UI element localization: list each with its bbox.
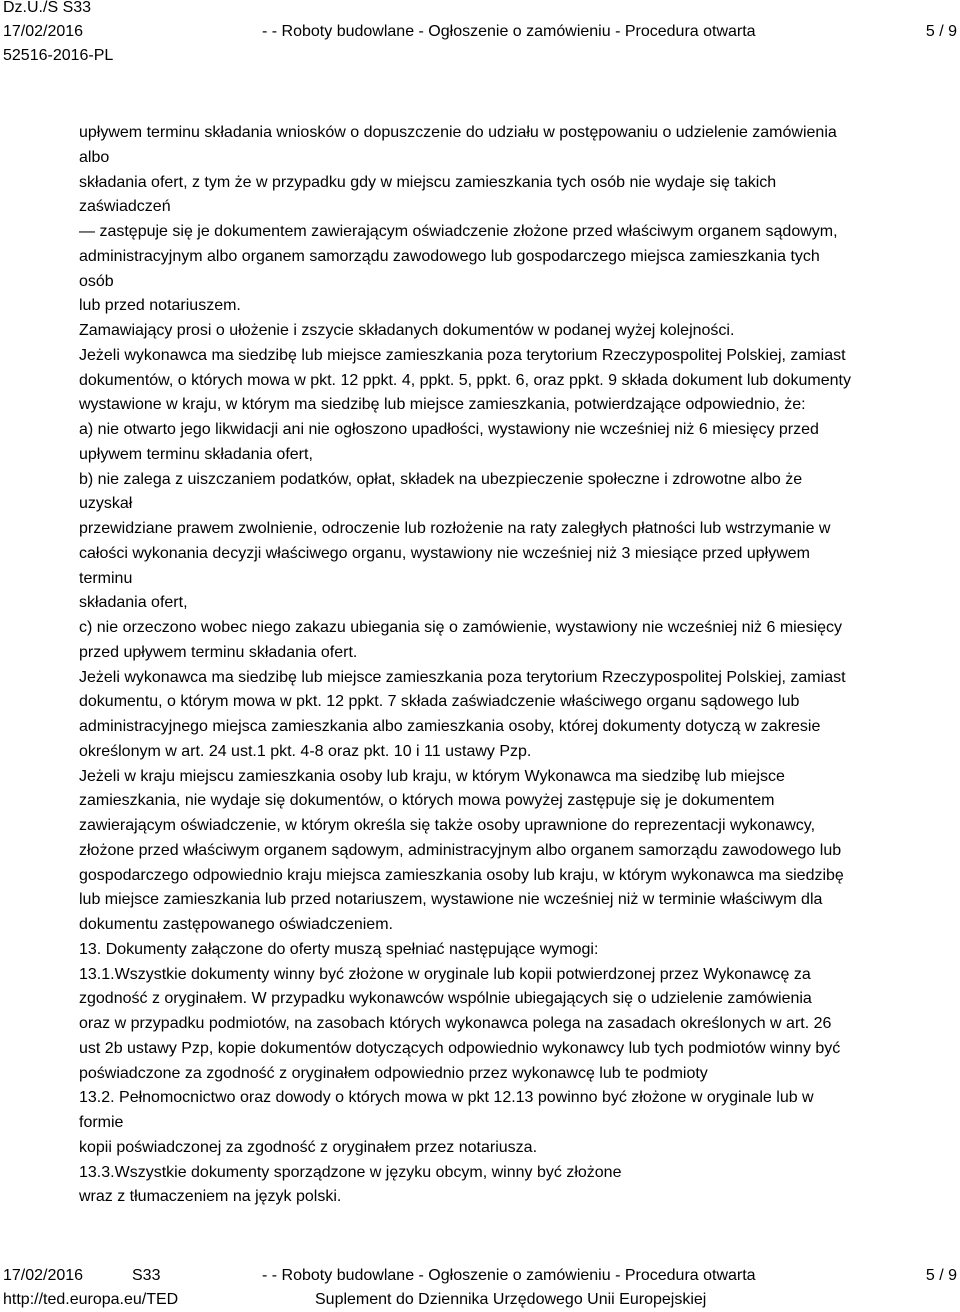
- body-text-line: poświadczone za zgodność z oryginałem odpowiednio przez wykonawcę lub te podmioty: [79, 1064, 708, 1082]
- body-text-line: wraz z tłumaczeniem na język polski.: [79, 1188, 342, 1206]
- body-text-line: składania ofert, z tym że w przypadku gdy w miejscu zamieszkania tych osób nie wydaje się takich: [79, 173, 777, 191]
- body-text-line: upływem terminu składania wniosków o dopuszczenie do udziału w postępowaniu o udzielenie zamówienia: [79, 124, 837, 141]
- body-text-line: Jeżeli w kraju miejscu zamieszkania osoby lub kraju, w którym Wykonawca ma siedzibę lub miejsce: [79, 767, 785, 785]
- body-text-line: lub przed notariuszem.: [79, 297, 241, 315]
- footer-page-number: 5 / 9: [925, 1267, 957, 1284]
- body-text-line: 13.2. Pełnomocnictwo oraz dowody o których mowa w pkt 12.13 powinno być złożone w oryginale lub w: [79, 1089, 814, 1107]
- body-text-line: oraz w przypadku podmiotów, na zasobach których wykonawca polega na zasadach określonych w art. 26: [79, 1015, 832, 1032]
- footer-publication: Suplement do Dziennika Urzędowego Unii Europejskiej: [315, 1291, 707, 1308]
- body-text-line: Jeżeli wykonawca ma siedzibę lub miejsce zamieszkania poza terytorium Rzeczypospolitej Polskiej, zamiast: [79, 346, 846, 364]
- footer-series: S33: [132, 1267, 161, 1284]
- body-text-line: administracyjnego miejsca zamieszkania albo zamieszkania osoby, której dokumenty dotyczą w zakresie: [79, 718, 821, 735]
- body-text-line: określonym w art. 24 ust.1 pkt. 4-8 oraz pkt. 10 i 11 ustawy Pzp.: [79, 742, 532, 760]
- header-row-1: [3, 0, 957, 20]
- footer-title: - - Roboty budowlane - Ogłoszenie o zamówieniu - Procedura otwarta: [262, 1267, 756, 1284]
- body-text-line: Jeżeli wykonawca ma siedzibę lub miejsce zamieszkania poza terytorium Rzeczypospolitej Polskiej, zamiast: [79, 668, 846, 686]
- body-text-line: gospodarczego odpowiednio kraju miejsca zamieszkania osoby lub kraju, w którym wykonawca ma siedzibę: [79, 866, 844, 884]
- footer-date: 17/02/2016: [3, 1267, 84, 1284]
- header-row-2: [3, 20, 957, 44]
- footer-url[interactable]: http://ted.europa.eu/TED: [3, 1291, 179, 1308]
- body-text-line: 13.3.Wszystkie dokumenty sporządzone w języku obcym, winny być złożone: [79, 1163, 622, 1181]
- body-text-line: c) nie orzeczono wobec niego zakazu ubiegania się o zamówienie, wystawiony nie wcześniej niż 6 miesięcy: [79, 619, 843, 636]
- body-text-line: dokumentu, o którym mowa w pkt. 12 ppkt. 7 składa zaświadczenie właściwego organu sądowego lub: [79, 693, 800, 711]
- body-text-line: zamieszkania, nie wydaje się dokumentów, o których mowa powyżej zastępuje się je dokumentem: [79, 792, 775, 810]
- body-text-line: — zastępuje się je dokumentem zawierającym oświadczenie złożone przed właściwym organem sądowym,: [79, 223, 838, 240]
- document-body: [79, 121, 941, 1210]
- body-text-line: albo: [79, 148, 110, 166]
- body-text-line: formie: [79, 1114, 124, 1131]
- header-row-3: [3, 44, 957, 68]
- body-text-line: zawierającym oświadczenie, w którym określa się także osoby uprawnione do reprezentacji wykonawcy,: [79, 817, 816, 834]
- body-text-line: ust 2b ustawy Pzp, kopie dokumentów dotyczących odpowiednio wykonawcy lub tych podmiotów winny być: [79, 1039, 841, 1057]
- header-page-number: 5 / 9: [925, 23, 957, 40]
- body-text-line: dokumentu zastępowanego oświadczeniem.: [79, 916, 393, 933]
- header-title: - - Roboty budowlane - Ogłoszenie o zamówieniu - Procedura otwarta: [262, 23, 756, 40]
- footer-row-2: [3, 1288, 957, 1312]
- body-text-line: całości wykonania decyzji właściwego organu, wystawiony nie wcześniej niż 3 miesiące przed upływem: [79, 544, 810, 562]
- body-text-line: przewidziane prawem zwolnienie, odroczenie lub rozłożenie na raty zaległych płatności lub wstrzymanie w: [79, 520, 831, 537]
- body-text-line: uzyskał: [79, 495, 133, 513]
- body-text-line: wystawione w kraju, w którym ma siedzibę lub miejsce zamieszkania, potwierdzające odpowiednio, że:: [79, 396, 806, 414]
- body-text-line: zgodność z oryginałem. W przypadku wykonawców wspólnie ubiegających się o udzielenie zamówienia: [79, 990, 812, 1008]
- footer-row-1: [3, 1264, 957, 1288]
- body-text-line: 13.1.Wszystkie dokumenty winny być złożone w oryginale lub kopii potwierdzonej przez Wykonawcę za: [79, 965, 811, 983]
- body-text-line: b) nie zalega z uiszczaniem podatków, opłat, składek na ubezpieczenie społeczne i zdrowotne albo że: [79, 470, 803, 488]
- notice-id: 52516-2016-PL: [3, 47, 114, 64]
- body-text-line: lub miejsce zamieszkania lub przed notariuszem, wystawione nie wcześniej niż w terminie właściwym dla: [79, 891, 823, 909]
- body-text-line: upływem terminu składania ofert,: [79, 445, 313, 463]
- body-text-line: administracyjnym albo organem samorządu zawodowego lub gospodarczego miejsca zamieszkania tych: [79, 247, 820, 265]
- body-text-line: 13. Dokumenty załączone do oferty muszą spełniać następujące wymogi:: [79, 940, 599, 958]
- body-text-line: zaświadczeń: [79, 198, 171, 216]
- body-text-line: terminu: [79, 569, 133, 587]
- header-date: 17/02/2016: [3, 23, 84, 40]
- body-text-line: złożone przed właściwym organem sądowym, administracyjnym albo organem samorządu zawodowego lub: [79, 841, 842, 859]
- body-text-line: składania ofert,: [79, 594, 188, 612]
- body-text-line: osób: [79, 272, 114, 290]
- body-text-line: dokumentów, o których mowa w pkt. 12 ppkt. 4, ppkt. 5, ppkt. 6, oraz ppkt. 9 składa dokument lub dokumenty: [79, 371, 851, 389]
- body-text-line: a) nie otwarto jego likwidacji ani nie ogłoszono upadłości, wystawiony nie wcześniej niż 6 miesięcy przed: [79, 421, 819, 438]
- body-text-line: przed upływem terminu składania ofert.: [79, 643, 358, 661]
- body-text-line: kopii poświadczonej za zgodność z oryginałem przez notariusza.: [79, 1138, 538, 1156]
- journal-ref: Dz.U./S S33: [3, 0, 92, 16]
- body-text-line: Zamawiający prosi o ułożenie i zszycie składanych dokumentów w podanej wyżej kolejności.: [79, 322, 735, 339]
